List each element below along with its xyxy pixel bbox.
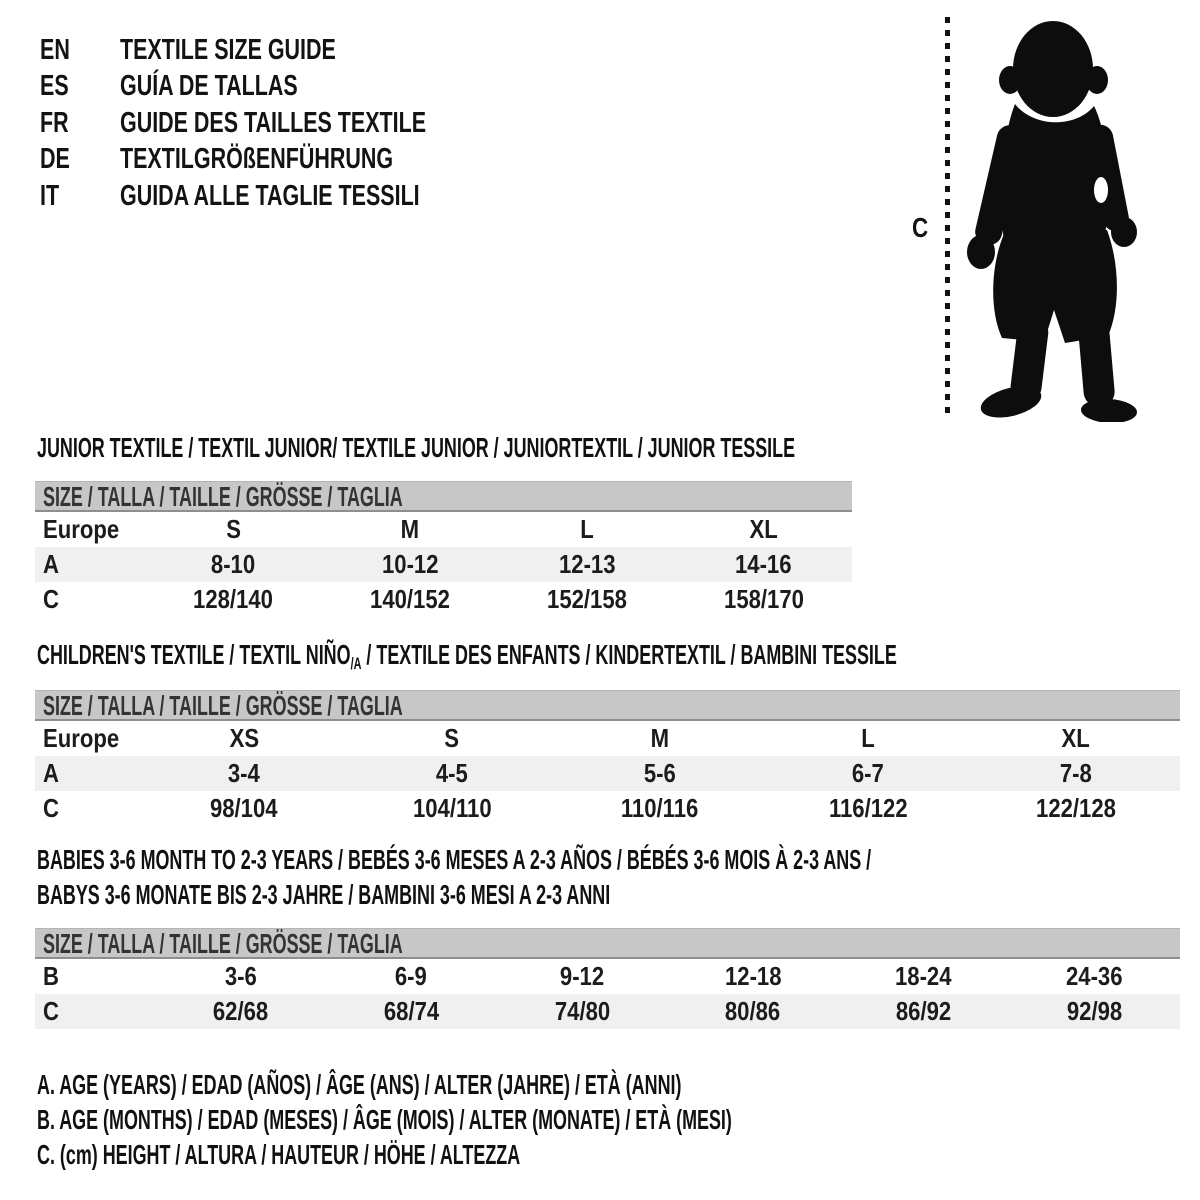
table-cell: XL — [1061, 723, 1091, 753]
table-cell: 128/140 — [193, 584, 274, 614]
table-cell: A — [35, 756, 140, 791]
table-cell: 98/104 — [210, 793, 278, 823]
table-cell: 10-12 — [322, 547, 499, 582]
table-cell: M — [650, 723, 670, 753]
height-dashed-line-icon — [945, 17, 950, 416]
language-row-fr — [40, 105, 534, 142]
legend-text: C. (cm) HEIGHT / ALTURA / HAUTEUR / HÖHE / ALTEZZA — [37, 1139, 521, 1170]
table-cell: 92/98 — [1009, 994, 1180, 1029]
table-cell: 3-4 — [140, 756, 348, 791]
language-list — [40, 32, 534, 215]
table-cell: 7-8 — [972, 756, 1180, 791]
table-row — [35, 547, 852, 582]
table-cell: 8-10 — [145, 547, 322, 582]
table-cell: 74/80 — [497, 994, 668, 1029]
size-bar-label: SIZE / TALLA / TAILLE / GRÖSSE / TAGLIA — [43, 481, 403, 512]
section-heading-text: BABYS 3-6 MONATE BIS 2-3 JAHRE / BAMBINI 3-6 MESI A 2-3 ANNI — [37, 879, 611, 910]
size-bar-babies — [35, 928, 1180, 959]
table-cell: 6-7 — [764, 756, 972, 791]
language-title: TEXTILGRÖßENFÜHRUNG — [120, 143, 394, 176]
size-bar-label: SIZE / TALLA / TAILLE / GRÖSSE / TAGLIA — [43, 928, 403, 959]
size-bar-children — [35, 690, 1180, 721]
language-code: EN — [40, 33, 70, 66]
table-row — [35, 582, 852, 617]
table-row — [35, 959, 1180, 994]
size-bar-junior — [35, 481, 852, 512]
section-heading-text: JUNIOR TEXTILE / TEXTIL JUNIOR/ TEXTILE JUNIOR / JUNIORTEXTIL / JUNIOR TESSILE — [37, 432, 796, 463]
table-cell: 110/116 — [621, 793, 699, 823]
table-cell: 14-16 — [675, 547, 852, 582]
section-heading-children — [37, 640, 1200, 679]
table-cell: 12-13 — [499, 547, 676, 582]
legend-text: B. AGE (MONTHS) / EDAD (MESES) / ÂGE (MOIS) / ALTER (MONATE) / ETÀ (MESI) — [37, 1104, 732, 1135]
table-cell: 140/152 — [370, 584, 451, 614]
section-heading-babies-line2 — [37, 880, 933, 910]
table-cell: 68/74 — [326, 994, 497, 1029]
table-row — [35, 791, 1180, 826]
table-cell: 152/158 — [546, 584, 627, 614]
table-cell: B — [43, 961, 59, 991]
language-row-es — [40, 69, 534, 106]
table-cell: 158/170 — [723, 584, 804, 614]
language-title: GUIDA ALLE TAGLIE TESSILI — [120, 179, 420, 212]
size-bar-label: SIZE / TALLA / TAILLE / GRÖSSE / TAGLIA — [43, 690, 403, 721]
legend-line-a — [37, 1070, 1044, 1100]
table-cell: 12-18 — [724, 961, 782, 991]
table-cell: L — [861, 723, 875, 753]
language-title: GUIDE DES TAILLES TEXTILE — [120, 106, 427, 139]
table-cell: L — [580, 514, 594, 544]
table-cell: 80/86 — [667, 994, 838, 1029]
height-measure-label: C — [912, 212, 929, 243]
table-cell: Europe — [43, 723, 120, 753]
children-size-table — [35, 721, 1180, 826]
section-heading-text: BABIES 3-6 MONTH TO 2-3 YEARS / BEBÉS 3-6 MESES A 2-3 AÑOS / BÉBÉS 3-6 MOIS À 2-3 ANS / — [37, 844, 872, 875]
table-cell: C — [35, 994, 155, 1029]
table-cell: C — [43, 793, 59, 823]
table-cell: 4-5 — [348, 756, 556, 791]
table-cell: S — [444, 723, 460, 753]
table-cell: 62/68 — [155, 994, 326, 1029]
legend-text: A. AGE (YEARS) / EDAD (AÑOS) / ÂGE (ANS) / ALTER (JAHRE) / ETÀ (ANNI) — [37, 1069, 682, 1100]
table-row — [35, 756, 1180, 791]
legend-line-c — [37, 1140, 792, 1170]
section-heading-junior — [37, 433, 1200, 463]
table-cell: 116/122 — [828, 793, 908, 823]
table-row — [35, 512, 852, 547]
section-heading-text: CHILDREN'S TEXTILE / TEXTIL NIÑO/A / TEXTILE DES ENFANTS / KINDERTEXTIL / BAMBINI TESSILE — [37, 639, 897, 673]
legend-line-b — [37, 1105, 1123, 1135]
table-cell: XL — [749, 514, 778, 544]
language-row-en — [40, 32, 534, 69]
language-code: FR — [40, 106, 69, 139]
table-row — [35, 721, 1180, 756]
table-cell: XS — [229, 723, 259, 753]
table-cell: 3-6 — [224, 961, 257, 991]
table-cell: C — [43, 584, 59, 614]
language-title: GUÍA DE TALLAS — [120, 70, 298, 103]
language-code: ES — [40, 70, 69, 103]
table-cell: M — [400, 514, 420, 544]
table-cell: 24-36 — [1066, 961, 1123, 991]
toddler-silhouette-icon — [958, 12, 1148, 427]
section-heading-babies-line1 — [37, 845, 1200, 875]
table-cell: S — [226, 514, 241, 544]
table-row — [35, 994, 1180, 1029]
table-cell: A — [35, 547, 145, 582]
language-code: DE — [40, 143, 70, 176]
table-cell: 122/128 — [1036, 793, 1116, 823]
junior-size-table — [35, 512, 852, 617]
language-row-it — [40, 178, 534, 215]
table-cell: 18-24 — [895, 961, 952, 991]
table-cell: Europe — [43, 514, 120, 544]
language-code: IT — [40, 179, 60, 212]
language-title: TEXTILE SIZE GUIDE — [120, 33, 336, 66]
table-cell: 104/110 — [412, 793, 492, 823]
language-row-de — [40, 142, 534, 179]
babies-size-table — [35, 959, 1180, 1029]
table-cell: 6-9 — [395, 961, 428, 991]
table-cell: 5-6 — [556, 756, 764, 791]
table-cell: 9-12 — [559, 961, 605, 991]
table-cell: 86/92 — [838, 994, 1009, 1029]
